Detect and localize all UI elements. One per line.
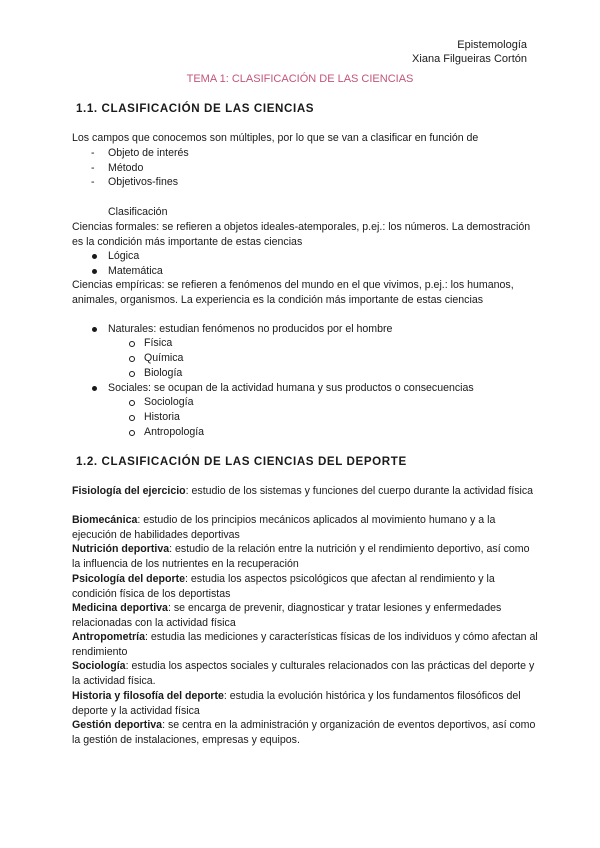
- dash-mark: -: [91, 176, 95, 188]
- list-item: Antropología: [144, 426, 205, 438]
- circle-bullet-icon: [129, 430, 135, 436]
- definition-item: [72, 601, 538, 630]
- list-item: Química: [144, 352, 184, 364]
- dash-mark: -: [91, 147, 95, 159]
- bullet-icon: [92, 254, 97, 259]
- list-item: Historia: [144, 411, 180, 423]
- list-item: Lógica: [108, 250, 140, 262]
- circle-bullet-icon: [129, 400, 135, 406]
- list-item: Objetivos-fines: [108, 176, 179, 188]
- term-definition: : estudia los aspectos psicológicos que afectan al rendimiento y la condición física de los deportistas: [72, 573, 495, 600]
- term-definition: : estudio de los principios mecánicos aplicados al movimiento humano y a la ejecución de habilidades deportivas: [72, 514, 496, 541]
- formal-sciences-paragraph: Ciencias formales: se refieren a objetos ideales-atemporales, p.ej.: los números. La demostración es la condición más importante de estas ciencias: [72, 221, 531, 248]
- definition-item: [72, 630, 538, 659]
- circle-bullet-icon: [129, 356, 135, 362]
- list-item: Matemática: [108, 265, 163, 277]
- circle-bullet-icon: [129, 341, 135, 347]
- section-1-heading: 1.1. CLASIFICACIÓN DE LAS CIENCIAS: [76, 102, 315, 115]
- term-definition: : estudia los aspectos sociales y culturales relacionados con las prácticas del deporte y la actividad física.: [72, 660, 535, 687]
- term-label: Fisiología del ejercicio: [72, 485, 186, 497]
- definition-item: [72, 542, 538, 571]
- bullet-icon: [92, 327, 97, 332]
- term-label: Psicología del deporte: [72, 573, 186, 585]
- header-author: Xiana Filgueiras Cortón: [412, 53, 527, 65]
- term-definition: : estudia la evolución histórica y los fundamentos filosóficos del deporte y la actividad física: [72, 690, 521, 717]
- term-label: Gestión deportiva: [72, 719, 163, 731]
- list-item: Sociología: [144, 396, 194, 408]
- term-label: Biomecánica: [72, 514, 138, 526]
- term-definition: : estudio de la relación entre la nutrición y el rendimiento deportivo, así como la influencia de los nutrientes en la recuperación: [72, 543, 530, 570]
- term-label: Antropometría: [72, 631, 145, 643]
- term-label: Medicina deportiva: [72, 602, 168, 614]
- empirical-sciences-paragraph: Ciencias empíricas: se refieren a fenómenos del mundo en el que vivimos, p.ej.: los humanos, animales, organismos. La experiencia es la condición más importante de estas ciencias: [72, 279, 514, 306]
- term-definition: : estudio de los sistemas y funciones del cuerpo durante la actividad física: [185, 485, 534, 497]
- term-definition: : estudia las mediciones y características físicas de los individuos y cómo afectan al rendimiento: [72, 631, 538, 658]
- definition-item: [72, 484, 538, 499]
- list-item: Método: [108, 162, 144, 174]
- list-item: Objeto de interés: [108, 147, 189, 159]
- list-item: Física: [144, 337, 173, 349]
- classification-subheading: Clasificación: [108, 206, 168, 218]
- definition-item: [72, 659, 538, 688]
- term-definition: : se centra en la administración y organización de eventos deportivos, así como la gestión de instalaciones, empresas y equipos.: [72, 719, 536, 746]
- bullet-icon: [92, 386, 97, 391]
- definition-item: [72, 718, 538, 747]
- circle-bullet-icon: [129, 415, 135, 421]
- definition-item: [72, 572, 538, 601]
- dash-mark: -: [91, 162, 95, 174]
- term-label: Nutrición deportiva: [72, 543, 170, 555]
- header-subject: Epistemología: [457, 39, 527, 51]
- definition-item: [72, 513, 538, 542]
- bullet-icon: [92, 269, 97, 274]
- definition-item: [72, 689, 538, 718]
- list-item-sociales: Sociales: se ocupan de la actividad humana y sus productos o consecuencias: [108, 382, 474, 394]
- topic-title: TEMA 1: CLASIFICACIÓN DE LAS CIENCIAS: [186, 73, 414, 85]
- term-label: Historia y filosofía del deporte: [72, 690, 224, 702]
- section-2-heading: 1.2. CLASIFICACIÓN DE LAS CIENCIAS DEL DEPORTE: [76, 455, 407, 468]
- list-item: Biología: [144, 367, 183, 379]
- circle-bullet-icon: [129, 371, 135, 377]
- term-label: Sociología: [72, 660, 126, 672]
- list-item-naturales: Naturales: estudian fenómenos no producidos por el hombre: [108, 323, 393, 335]
- section-1-intro: Los campos que conocemos son múltiples, por lo que se van a clasificar en función de: [72, 132, 479, 144]
- term-definition: : se encarga de prevenir, diagnosticar y tratar lesiones y enfermedades relacionadas con la actividad física: [72, 602, 502, 629]
